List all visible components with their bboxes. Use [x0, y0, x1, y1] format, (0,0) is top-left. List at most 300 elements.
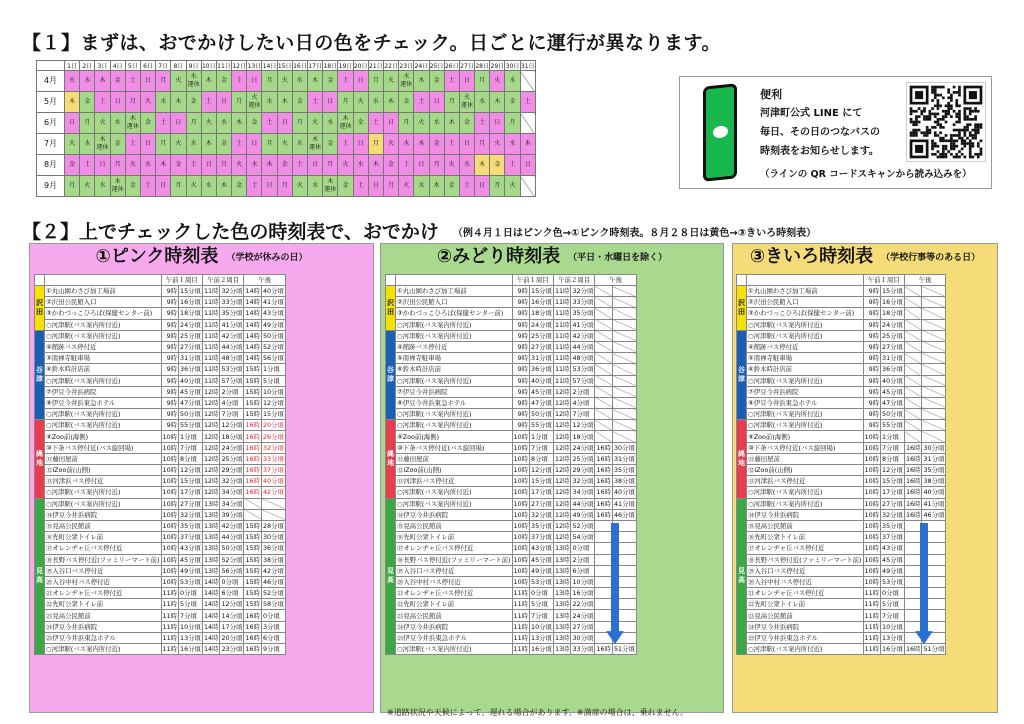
time-minute: 52分頃	[221, 555, 243, 564]
area-label: 見 高	[386, 498, 396, 655]
bus-stop-name: ③かわづっこひろば(保健センター前)	[747, 308, 864, 319]
time-hour: 11時	[513, 611, 529, 620]
time-minute: 7分頃	[571, 409, 595, 420]
calendar-day-cell[interactable]: 月	[156, 71, 171, 92]
table-row	[386, 543, 637, 554]
calendar-day-cell[interactable]: 月	[505, 113, 520, 134]
calendar-day-cell[interactable]: 月	[383, 176, 398, 197]
time-minute	[922, 330, 946, 341]
calendar-day-cell[interactable]: 金	[186, 92, 201, 113]
table-row	[737, 297, 946, 308]
calendar-day-cell[interactable]: 火	[338, 155, 353, 176]
bus-stop-name: ⑥鈴木時計店前	[396, 364, 513, 375]
time-hour: 15時	[245, 398, 260, 407]
time-minute: 7分頃	[530, 442, 554, 453]
calendar-day-cell[interactable]: 木 運休	[95, 134, 110, 155]
calendar-day-cell[interactable]: 木	[216, 176, 231, 197]
calendar-day-cell[interactable]: 水	[505, 134, 520, 155]
calendar-day-cell[interactable]: 日	[520, 155, 535, 176]
calendar-day-cell[interactable]: 火	[201, 113, 216, 134]
calendar-day-header: 6日	[140, 61, 155, 71]
calendar-day-cell[interactable]: 木	[414, 134, 429, 155]
calendar-day-cell[interactable]: 水	[308, 176, 323, 197]
calendar-day-cell[interactable]: 土	[201, 92, 216, 113]
calendar-day-cell[interactable]: 木	[65, 92, 80, 113]
table-row	[35, 498, 286, 509]
calendar-day-cell[interactable]: 金	[429, 134, 444, 155]
calendar-day-cell[interactable]: 土	[95, 92, 110, 113]
calendar-day-cell[interactable]: 木	[429, 176, 444, 197]
calendar-day-cell[interactable]: 土	[399, 155, 414, 176]
calendar-day-cell[interactable]: 月	[216, 155, 231, 176]
calendar-day-cell[interactable]: 水	[429, 113, 444, 134]
time-minute: 31分頃	[531, 354, 552, 363]
calendar-day-cell[interactable]: 日	[262, 176, 277, 197]
time-minute: 27分頃	[180, 499, 201, 508]
table-row	[386, 319, 637, 330]
calendar-day-cell[interactable]: 日	[247, 71, 262, 92]
bus-stop-name: ㉓見高公民館前	[45, 610, 162, 621]
calendar-day-cell[interactable]: 木	[490, 92, 505, 113]
calendar-day-cell[interactable]: 土	[232, 71, 247, 92]
area-label: 沢 田	[737, 286, 747, 331]
time-minute: 48分頃	[221, 354, 243, 363]
table-row	[35, 520, 286, 531]
calendar-day-cell[interactable]: 土	[80, 155, 95, 176]
calendar-day-cell[interactable]: 金	[459, 113, 474, 134]
qr-code-icon[interactable]	[906, 82, 986, 162]
bus-stop-name: ⑤南禅寺駐車場	[45, 353, 162, 364]
calendar-day-cell[interactable]: 日	[201, 155, 216, 176]
calendar-day-cell[interactable]: 金	[429, 71, 444, 92]
calendar-day-cell[interactable]: 水	[80, 134, 95, 155]
table-row	[35, 442, 286, 453]
calendar-day-cell[interactable]: 水	[414, 176, 429, 197]
calendar-day-cell[interactable]: 水	[475, 92, 490, 113]
bus-stop-name: ⑧伊豆今井浜東急ホテル	[747, 397, 864, 408]
calendar-day-cell[interactable]: 火	[65, 71, 80, 92]
calendar-day-cell[interactable]: 火	[490, 134, 505, 155]
calendar-day-cell[interactable]: 金	[216, 71, 231, 92]
time-minute: 8分頃	[530, 453, 554, 464]
calendar-day-cell[interactable]: 月	[262, 71, 277, 92]
bus-stop-name: ⑰オレンヂャ丘バス停付近	[45, 543, 162, 554]
calendar-day-cell[interactable]: 日	[383, 113, 398, 134]
smartphone-icon	[703, 83, 737, 182]
calendar-day-cell[interactable]: 日	[277, 113, 292, 134]
calendar-day-cell[interactable]: 木	[383, 92, 398, 113]
table-row	[386, 610, 637, 621]
calendar-day-cell[interactable]: 火	[171, 134, 186, 155]
time-hour	[904, 409, 922, 420]
calendar-day-cell[interactable]: 日	[323, 92, 338, 113]
calendar-day-cell[interactable]: 水	[216, 113, 231, 134]
calendar-day-cell[interactable]: 火 運休	[247, 92, 262, 113]
time-hour	[904, 364, 922, 375]
time-hour: 9時	[512, 386, 530, 397]
area-label: 縄 地	[35, 420, 45, 498]
calendar-day-cell[interactable]: 月	[338, 92, 353, 113]
time-minute: 57分頃	[572, 376, 594, 385]
calendar-day-cell[interactable]: 日	[216, 92, 231, 113]
time-hour: 10時	[864, 510, 880, 519]
calendar-day-cell[interactable]: 月	[80, 113, 95, 134]
calendar-day-cell[interactable]: 土	[232, 134, 247, 155]
time-minute: 12分頃	[531, 466, 552, 475]
calendar-day-cell[interactable]: 金	[292, 92, 307, 113]
time-minute: 45分頃	[180, 387, 201, 396]
calendar-day-cell[interactable]: 水	[186, 134, 201, 155]
time-minute: 0分頃	[571, 543, 595, 554]
calendar-day-cell[interactable]: 日	[110, 92, 125, 113]
calendar-day-cell[interactable]: 木	[277, 92, 292, 113]
calendar-day-cell[interactable]: 日	[65, 113, 80, 134]
calendar-day-cell[interactable]: 月	[171, 176, 186, 197]
time-hour	[595, 397, 613, 408]
calendar-day-cell[interactable]: 火	[140, 92, 155, 113]
calendar-day-cell[interactable]: 金	[323, 71, 338, 92]
calendar-day-cell[interactable]: 火 運休	[459, 92, 474, 113]
time-hour: 12時	[554, 533, 570, 542]
calendar-day-cell[interactable]: 木	[520, 134, 535, 155]
calendar-day-cell[interactable]: 日	[459, 71, 474, 92]
time-minute: 30分頃	[923, 443, 945, 452]
calendar-day-cell[interactable]: 火	[505, 176, 520, 197]
time-hour: 13時	[554, 611, 570, 620]
calendar-day-cell[interactable]: 金	[444, 176, 459, 197]
time-minute: 53分頃	[572, 365, 594, 374]
calendar-day-cell[interactable]: 水	[110, 113, 125, 134]
calendar-day-cell[interactable]: 木 運休	[125, 113, 140, 134]
calendar-day-cell[interactable]: 土	[520, 92, 535, 113]
calendar-day-cell[interactable]: 水	[247, 155, 262, 176]
time-minute: 53分頃	[180, 577, 201, 586]
calendar-day-cell[interactable]: 金	[216, 134, 231, 155]
calendar-day-cell[interactable]: 火	[171, 71, 186, 92]
calendar-day-cell[interactable]: 火	[186, 176, 201, 197]
calendar-day-cell[interactable]: 木	[171, 92, 186, 113]
calendar-day-cell[interactable]: 日	[171, 113, 186, 134]
calendar-day-cell[interactable]: 金	[353, 113, 368, 134]
table-row	[386, 397, 637, 408]
time-minute: 34分頃	[221, 488, 243, 497]
calendar-day-cell[interactable]: 火	[292, 176, 307, 197]
calendar-day-cell[interactable]: 金	[110, 134, 125, 155]
calendar-day-cell[interactable]: 火	[399, 176, 414, 197]
time-minute	[922, 431, 946, 442]
calendar-day-cell[interactable]: 日	[429, 92, 444, 113]
time-hour: 15時	[245, 387, 260, 396]
calendar-day-cell[interactable]: 月	[65, 176, 80, 197]
calendar-day-cell[interactable]: 日	[95, 155, 110, 176]
time-hour: 10時	[513, 443, 529, 452]
calendar-day-cell[interactable]: 日	[156, 176, 171, 197]
calendar-day-cell[interactable]: 木	[308, 71, 323, 92]
calendar-day-cell[interactable]: 木 運休	[308, 134, 323, 155]
calendar-day-cell[interactable]: 金	[65, 155, 80, 176]
time-minute: 40分頃	[882, 376, 903, 385]
calendar-day-cell[interactable]: 月	[292, 113, 307, 134]
bus-stop-name: ○河津駅(バス案内所付近)	[396, 330, 513, 341]
calendar-day-cell[interactable]: 木	[95, 71, 110, 92]
time-minute: 49分頃	[180, 566, 201, 575]
calendar-day-cell[interactable]: 木	[414, 71, 429, 92]
calendar-day-cell[interactable]: 水	[368, 92, 383, 113]
time-minute: 17分頃	[221, 622, 243, 631]
bus-stop-name: ⑯先町公衆トイレ前	[45, 532, 162, 543]
calendar-day-cell[interactable]: 木 運休	[110, 176, 125, 197]
calendar-day-cell[interactable]: 月	[490, 176, 505, 197]
calendar-day-cell[interactable]: 土	[475, 113, 490, 134]
calendar-day-cell[interactable]: 火	[277, 71, 292, 92]
table-row	[35, 632, 286, 643]
time-hour: 14時	[203, 645, 219, 654]
table-row	[737, 465, 946, 476]
calendar-day-cell[interactable]: 金	[399, 92, 414, 113]
calendar-day-cell[interactable]: 日	[353, 71, 368, 92]
calendar-day-header: 24日	[414, 61, 429, 71]
calendar-day-cell[interactable]: 木	[475, 155, 490, 176]
bus-stop-name: ⑦伊豆今井浜病院	[45, 386, 162, 397]
calendar-day-cell[interactable]: 火	[65, 134, 80, 155]
calendar-day-cell[interactable]: 金	[140, 113, 155, 134]
calendar-day-cell[interactable]: 木 運休	[323, 176, 338, 197]
calendar-day-cell[interactable]: 日	[353, 134, 368, 155]
time-minute: 39分頃	[221, 510, 243, 519]
calendar-day-cell[interactable]: 月	[429, 155, 444, 176]
calendar-day-cell[interactable]: 金	[110, 71, 125, 92]
calendar-day-cell[interactable]: 土	[262, 113, 277, 134]
time-minute	[612, 397, 636, 408]
calendar-day-cell[interactable]: 水	[323, 113, 338, 134]
calendar-day-cell[interactable]: 火	[353, 92, 368, 113]
calendar-day-cell[interactable]: 月	[399, 113, 414, 134]
time-hour: 16時	[905, 645, 921, 654]
calendar-day-cell[interactable]: 金	[383, 155, 398, 176]
calendar-day-cell[interactable]: 火	[277, 134, 292, 155]
calendar-day-header: 30日	[505, 61, 520, 71]
calendar-day-cell[interactable]: 木	[201, 134, 216, 155]
calendar-day-cell[interactable]: 土	[186, 155, 201, 176]
calendar-day-cell[interactable]: 火	[125, 155, 140, 176]
calendar-day-cell[interactable]: 日	[308, 155, 323, 176]
calendar-day-cell[interactable]: 木	[232, 113, 247, 134]
calendar-day-cell[interactable]: 水	[353, 155, 368, 176]
calendar-day-cell[interactable]: 土	[125, 134, 140, 155]
calendar-day-cell[interactable]: 木	[262, 155, 277, 176]
time-minute: 25分頃	[882, 331, 903, 340]
calendar-day-cell[interactable]: 月	[368, 71, 383, 92]
time-hour	[595, 286, 613, 297]
time-hour: 11時	[513, 633, 529, 642]
time-minute: 16分頃	[882, 298, 903, 307]
table-row	[386, 353, 637, 364]
calendar-day-cell[interactable]: 日	[459, 134, 474, 155]
calendar-day-cell[interactable]: 土	[247, 176, 262, 197]
calendar-day-cell[interactable]	[520, 176, 535, 197]
time-hour: 10時	[162, 488, 178, 497]
calendar-day-cell[interactable]: 木	[201, 71, 216, 92]
calendar-day-cell[interactable]: 月	[368, 134, 383, 155]
time-minute: 44分頃	[572, 343, 594, 352]
calendar-day-cell[interactable]: 土	[368, 113, 383, 134]
calendar-day-cell[interactable]: 金	[323, 134, 338, 155]
calendar-day-cell[interactable]: 土	[338, 71, 353, 92]
calendar-day-cell[interactable]: 火	[232, 155, 247, 176]
calendar-day-cell[interactable]: 金	[490, 155, 505, 176]
calendar-day-cell[interactable]: 金	[505, 92, 520, 113]
calendar-month-row	[37, 176, 536, 197]
calendar-day-cell[interactable]: 水	[399, 134, 414, 155]
time-minute: 33分頃	[572, 298, 594, 307]
time-minute: 35分頃	[221, 309, 243, 318]
calendar-day-cell[interactable]: 水	[156, 92, 171, 113]
calendar-day-cell[interactable]	[520, 113, 535, 134]
time-minute: 41分頃	[923, 499, 945, 508]
time-hour: 13時	[554, 633, 570, 642]
calendar-day-cell[interactable]: 土	[414, 92, 429, 113]
time-minute	[612, 364, 636, 375]
bus-stop-name: ⑨Zoo前(海側)	[747, 431, 864, 442]
time-minute	[612, 308, 636, 319]
calendar-day-cell[interactable]: 木	[368, 155, 383, 176]
yellow-subtitle: （学校行事等のある日）	[881, 253, 981, 263]
calendar-day-cell[interactable]: 金	[171, 155, 186, 176]
time-minute: 54分頃	[572, 533, 594, 542]
calendar-day-cell[interactable]: 月	[323, 155, 338, 176]
calendar-day-cell[interactable]: 日	[368, 176, 383, 197]
time-hour	[595, 319, 613, 330]
calendar-day-cell[interactable]: 土	[338, 134, 353, 155]
calendar-day-cell[interactable]: 火	[383, 134, 398, 155]
table-row	[737, 431, 946, 442]
time-hour: 11時	[162, 633, 178, 642]
calendar-day-cell[interactable]: 金	[232, 176, 247, 197]
time-minute: 15分頃	[531, 287, 552, 296]
calendar-day-cell[interactable]: 水	[140, 155, 155, 176]
calendar-day-cell[interactable]: 日	[140, 134, 155, 155]
calendar-day-cell[interactable]: 金	[277, 155, 292, 176]
bus-stop-name: ⑯先町公衆トイレ前	[747, 532, 864, 543]
calendar-day-cell[interactable]: 日	[140, 71, 155, 92]
calendar-day-cell[interactable]: 土	[459, 176, 474, 197]
time-minute	[612, 353, 636, 364]
calendar-day-cell[interactable]: 土	[308, 92, 323, 113]
calendar-day-cell[interactable]: 木 運休	[338, 113, 353, 134]
table-row	[386, 308, 637, 319]
time-minute: 31分頃	[923, 454, 945, 463]
calendar-day-cell[interactable]: 土	[444, 134, 459, 155]
bus-stop-name: ②沢田公民館入口	[45, 297, 162, 308]
calendar-day-cell[interactable]: 土	[444, 71, 459, 92]
calendar-day-header: 12日	[232, 61, 247, 71]
bus-stop-name: ①丸山園わさび加工場前	[396, 286, 513, 297]
calendar-day-cell[interactable]: 月	[186, 113, 201, 134]
time-minute	[261, 509, 285, 520]
calendar-day-cell[interactable]: 木	[444, 113, 459, 134]
calendar-day-cell[interactable]: 月	[156, 134, 171, 155]
time-minute: 51分頃	[613, 645, 635, 654]
calendar-day-cell[interactable]: 水	[95, 176, 110, 197]
time-hour	[595, 353, 613, 364]
calendar-day-cell[interactable]: 水	[505, 71, 520, 92]
calendar-day-header: 18日	[323, 61, 338, 71]
time-minute: 40分頃	[613, 488, 635, 497]
calendar-day-cell[interactable]: 月	[277, 176, 292, 197]
calendar-day-cell[interactable]: 金	[80, 92, 95, 113]
calendar-day-cell[interactable]: 日	[247, 134, 262, 155]
bus-stop-name: ○河津駅(バス案内所付近)	[747, 330, 864, 341]
calendar-day-cell[interactable]	[520, 71, 535, 92]
calendar-day-cell[interactable]: 水	[292, 134, 307, 155]
time-minute: 18分頃	[221, 432, 243, 441]
calendar-day-cell[interactable]: 月	[110, 155, 125, 176]
calendar-day-cell[interactable]: 木	[156, 155, 171, 176]
calendar-day-cell[interactable]: 月	[444, 92, 459, 113]
calendar-day-cell[interactable]: 土	[156, 113, 171, 134]
time-hour: 12時	[554, 443, 570, 452]
continue-down-arrow-icon	[606, 523, 624, 648]
calendar-day-cell[interactable]: 水	[201, 176, 216, 197]
calendar-day-cell[interactable]: 月	[475, 134, 490, 155]
bus-stop-name: ○河津駅(バス案内所付近)	[45, 487, 162, 498]
calendar-day-cell[interactable]: 金	[338, 176, 353, 197]
time-hour: 10時	[162, 454, 178, 463]
bus-stop-name: ⑰オレンヂャ丘バス停付近	[396, 543, 513, 554]
area-label: 沢 田	[35, 286, 45, 331]
calendar-day-cell[interactable]: 日	[490, 113, 505, 134]
calendar-day-cell[interactable]: 火	[95, 113, 110, 134]
calendar-day-cell[interactable]: 水	[80, 71, 95, 92]
calendar-day-cell[interactable]: 月	[262, 134, 277, 155]
time-minute: 50分頃	[882, 410, 903, 419]
bus-stop-name: ⑱長野バス停付近(ファミリーマート前)	[748, 555, 862, 564]
calendar-day-cell[interactable]: 土	[353, 176, 368, 197]
time-minute: 13分頃	[531, 633, 552, 642]
calendar-day-cell[interactable]: 火	[383, 71, 398, 92]
calendar-day-cell[interactable]: 日	[475, 176, 490, 197]
calendar-day-cell[interactable]: 水	[262, 92, 277, 113]
calendar-day-cell[interactable]: 月	[125, 92, 140, 113]
calendar-day-cell[interactable]: 金	[125, 176, 140, 197]
calendar-day-cell[interactable]: 土	[140, 176, 155, 197]
calendar-day-cell[interactable]: 火	[308, 113, 323, 134]
time-minute: 57分頃	[221, 376, 243, 385]
calendar-day-cell[interactable]: 土	[505, 155, 520, 176]
calendar-day-cell[interactable]: 月	[232, 92, 247, 113]
calendar-day-cell[interactable]: 日	[414, 155, 429, 176]
time-minute	[612, 319, 636, 330]
time-hour: 11時	[554, 309, 570, 318]
calendar-day-cell[interactable]: 水 運休	[186, 71, 201, 92]
time-hour: 16時	[245, 477, 260, 486]
calendar-day-cell[interactable]: 水 運休	[399, 71, 414, 92]
calendar-day-cell[interactable]: 水	[292, 71, 307, 92]
calendar-day-cell[interactable]: 水	[459, 155, 474, 176]
bus-stop-name: ㉓見高公民館前	[747, 610, 864, 621]
calendar-day-cell[interactable]: 土	[292, 155, 307, 176]
calendar-day-cell[interactable]: 月	[475, 71, 490, 92]
calendar-day-cell[interactable]: 火	[80, 176, 95, 197]
calendar-day-cell[interactable]: 火	[490, 71, 505, 92]
calendar-day-cell[interactable]: 金	[247, 113, 262, 134]
time-hour: 14時	[245, 331, 260, 340]
calendar-day-cell[interactable]: 火	[414, 113, 429, 134]
time-minute: 44分頃	[572, 499, 594, 508]
calendar-day-cell[interactable]: 火	[444, 155, 459, 176]
calendar-day-cell[interactable]: 土	[125, 71, 140, 92]
bus-stop-name: ⑧伊豆今井浜東急ホテル	[45, 397, 162, 408]
